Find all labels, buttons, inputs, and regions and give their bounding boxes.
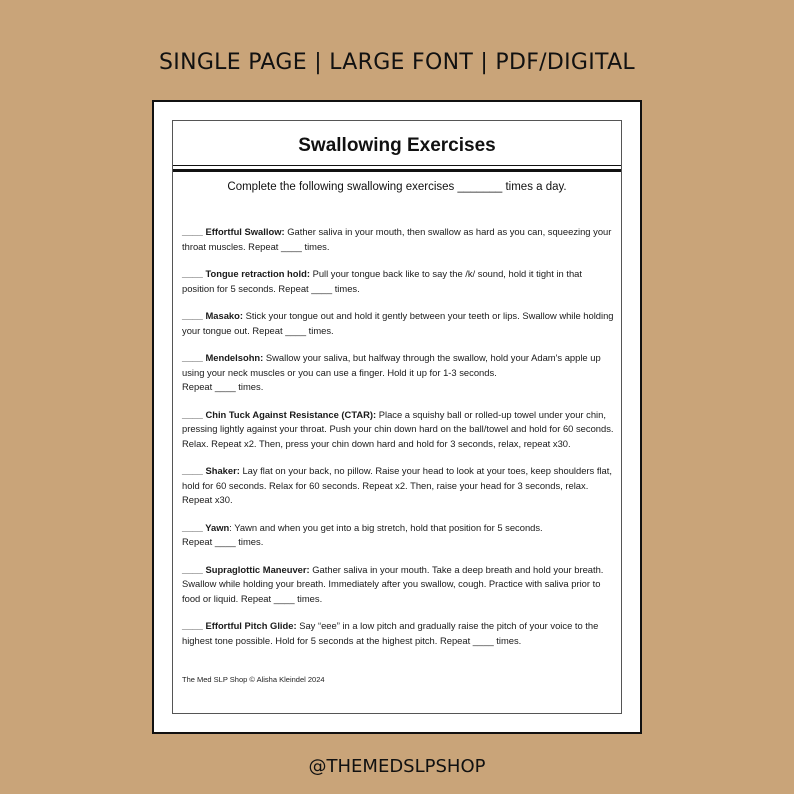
exercise-item [182, 351, 614, 395]
worksheet-page [152, 100, 642, 734]
exercise-name: ____ Supraglottic Maneuver: [182, 563, 310, 575]
exercise-item [182, 563, 614, 607]
exercise-text: Say “eee” in a low pitch and gradually raise the pitch of your voice to the highest tone possible. Hold for 5 seconds at the highest pitch. Repeat ____ times. [182, 620, 599, 646]
exercise-text: Place a squishy ball or rolled-up towel under your chin, pressing lightly against your throat. Push your chin down hard on the ball/towel and hold for 60 seconds. Relax. Repeat x2. Then, press your chin down hard and hold for 3 seconds, relax, repeat x30. [182, 408, 614, 449]
worksheet-frame [172, 120, 622, 714]
exercise-item [182, 464, 614, 508]
exercise-item [182, 408, 614, 452]
exercise-item [182, 619, 614, 648]
exercise-text: Lay flat on your back, no pillow. Raise your head to look at your toes, keep shoulders flat, hold for 60 seconds. Relax for 60 seconds. Repeat x2. Then, raise your head for 3 seconds, relax. Repeat x30. [182, 465, 612, 505]
product-banner: SINGLE PAGE | LARGE FONT | PDF/DIGITAL [159, 50, 635, 75]
exercise-name: ____ Effortful Swallow: [182, 226, 285, 237]
exercise-item [182, 521, 614, 550]
exercise-repeat: Repeat ____ times. [182, 381, 264, 392]
copyright-footer: The Med SLP Shop © Alisha Kleindel 2024 [182, 675, 325, 684]
exercise-repeat: Repeat ____ times. [182, 536, 264, 547]
worksheet-intro: Complete the following swallowing exercises _______ times a day. [227, 181, 567, 193]
exercise-text: Gather saliva in your mouth, then swallow as hard as you can, squeezing your throat muscles. Repeat ____ times. [182, 226, 612, 252]
exercise-list [182, 225, 614, 661]
exercise-name: ____ Mendelsohn: [182, 352, 264, 363]
exercise-item [182, 309, 614, 338]
exercise-text: Stick your tongue out and hold it gently between your teeth or lips. Swallow while holding your tongue out. Repeat ____ times. [182, 310, 614, 336]
title-rule-thin [173, 165, 621, 166]
exercise-text: Gather saliva in your mouth. Take a deep breath and hold your breath. Swallow while holding your breath. Immediately after you swallow, cough. Practice with saliva prior to food or liquid. Repeat ____ times. [182, 563, 604, 604]
title-rule-thick [173, 169, 621, 172]
worksheet-title: Swallowing Exercises [298, 135, 496, 156]
shop-handle: @THEMEDSLPSHOP [308, 756, 486, 777]
exercise-text: Pull your tongue back like to say the /k/ sound, hold it tight in that position for 5 seconds. Repeat ____ times. [182, 268, 583, 294]
exercise-name: ____ Masako: [182, 310, 243, 321]
exercise-text: : Yawn and when you get into a big stretch, hold that position for 5 seconds. [229, 521, 543, 533]
exercise-name: ____ Yawn [182, 521, 230, 533]
exercise-name: ____ Tongue retraction hold: [182, 268, 310, 279]
exercise-text: Swallow your saliva, but halfway through the swallow, hold your Adam's apple up using your neck muscles or you can use a finger. Hold it up for 1-3 seconds. [182, 352, 601, 378]
exercise-name: ____ Chin Tuck Against Resistance (CTAR): [182, 408, 377, 420]
exercise-item [182, 267, 614, 296]
exercise-name: ____ Shaker: [182, 465, 240, 476]
exercise-item [182, 225, 614, 254]
exercise-name: ____ Effortful Pitch Glide: [182, 620, 297, 631]
